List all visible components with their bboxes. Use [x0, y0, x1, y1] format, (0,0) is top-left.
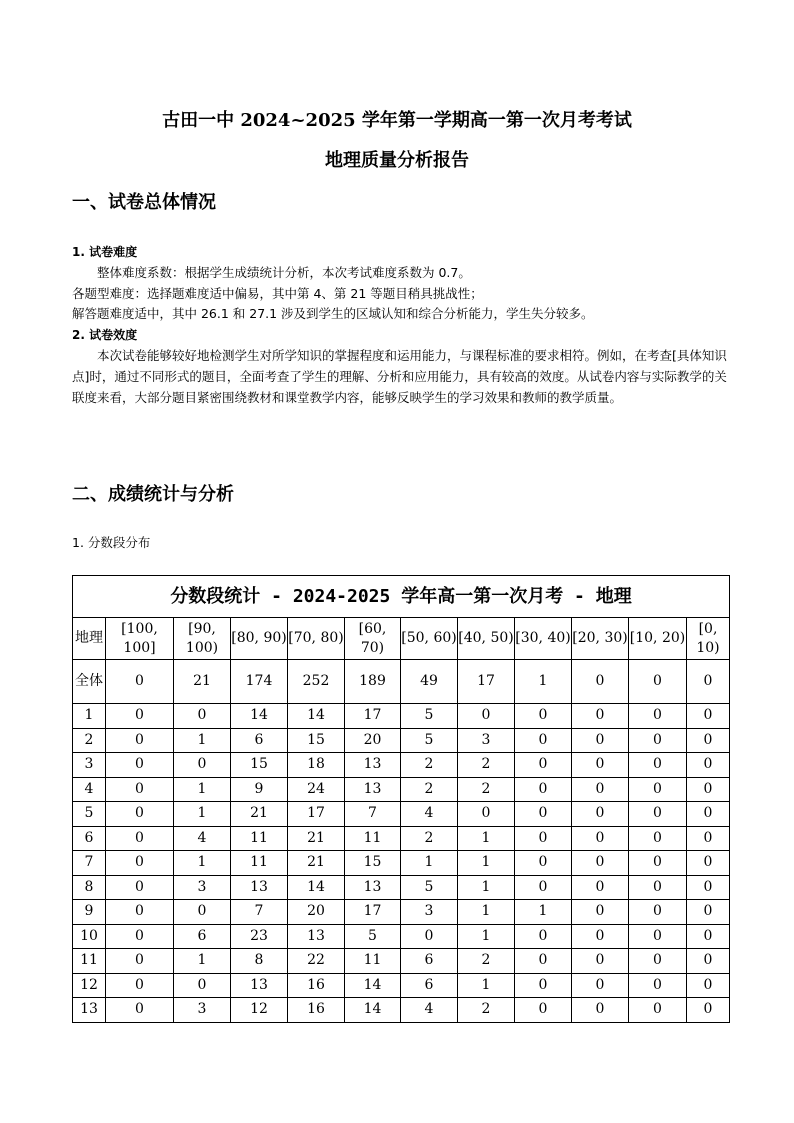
table-cell: 13 [231, 973, 288, 998]
table-cell: 0 [629, 660, 687, 704]
table-cell: 0 [629, 753, 687, 778]
row-label-cell: 5 [73, 802, 106, 827]
table-cell: 17 [345, 704, 401, 729]
table-cell: 13 [288, 924, 345, 949]
table-cell: 0 [572, 924, 629, 949]
table-cell: 2 [458, 753, 515, 778]
table-row [73, 728, 730, 753]
row-label-cell: 11 [73, 949, 106, 974]
table-cell: 0 [515, 998, 572, 1023]
table-cell: 4 [401, 998, 458, 1023]
row-label-cell: 1 [73, 704, 106, 729]
table-cell: 0 [572, 900, 629, 925]
score-distribution-table [72, 575, 730, 1023]
section2-heading: 二、成绩统计与分析 [72, 484, 234, 505]
table-cell: 5 [401, 875, 458, 900]
table-cell: 3 [174, 998, 231, 1023]
table-cell: 8 [231, 949, 288, 974]
table-cell: 0 [629, 949, 687, 974]
table-cell: 1 [174, 949, 231, 974]
section1-heading: 一、试卷总体情况 [72, 192, 216, 213]
table-cell: 1 [458, 826, 515, 851]
table-cell: 21 [288, 826, 345, 851]
table-cell: 0 [174, 753, 231, 778]
table-cell: [0, 10) [687, 618, 730, 660]
table-cell: 0 [515, 924, 572, 949]
table-cell: 1 [458, 875, 515, 900]
table-cell: 0 [629, 851, 687, 876]
table-cell: [50, 60) [401, 618, 458, 660]
table-cell: 11 [345, 949, 401, 974]
table-cell: [60, 70) [345, 618, 401, 660]
row-label-cell: 12 [73, 973, 106, 998]
table-cell: 2 [401, 753, 458, 778]
table-cell: 2 [401, 777, 458, 802]
table-cell: 5 [401, 704, 458, 729]
table-row [73, 973, 730, 998]
table-cell: 0 [515, 973, 572, 998]
table-cell: 0 [106, 728, 174, 753]
row-label-cell: 全体 [73, 660, 106, 704]
table-cell: 1 [174, 777, 231, 802]
table-cell: 0 [572, 728, 629, 753]
table-cell: 0 [687, 802, 730, 827]
table-cell: 21 [288, 851, 345, 876]
table-cell: 0 [572, 660, 629, 704]
table-cell: 0 [572, 851, 629, 876]
table-cell: 0 [629, 802, 687, 827]
table-cell: 5 [345, 924, 401, 949]
table-cell: 0 [687, 973, 730, 998]
table-cell: 0 [687, 875, 730, 900]
table-cell: 0 [106, 753, 174, 778]
table-cell: 1 [458, 973, 515, 998]
row-label-cell: 8 [73, 875, 106, 900]
table-cell: 0 [515, 949, 572, 974]
table-cell: [30, 40) [515, 618, 572, 660]
table-cell: 4 [401, 802, 458, 827]
table-cell: 14 [288, 875, 345, 900]
table-cell: 16 [288, 973, 345, 998]
table-cell: [90, 100) [174, 618, 231, 660]
table-cell: 11 [231, 851, 288, 876]
table-cell: 17 [288, 802, 345, 827]
table-cell: 0 [458, 802, 515, 827]
table-cell: 0 [515, 728, 572, 753]
table-cell: 7 [345, 802, 401, 827]
table-cell: [10, 20) [629, 618, 687, 660]
table-cell: 0 [572, 998, 629, 1023]
table-cell: 0 [515, 704, 572, 729]
table-cell: 189 [345, 660, 401, 704]
table-row [73, 900, 730, 925]
table-cell: 1 [174, 851, 231, 876]
table-cell: 0 [629, 777, 687, 802]
table-cell: 13 [345, 777, 401, 802]
difficulty-line: 各题型难度：选择题难度适中偏易，其中第 4、第 21 等题目稍具挑战性； [72, 285, 483, 301]
row-label-cell: 4 [73, 777, 106, 802]
table-cell: 22 [288, 949, 345, 974]
table-row [73, 802, 730, 827]
table-cell: 0 [629, 900, 687, 925]
table-cell: 13 [345, 875, 401, 900]
table-cell: 21 [174, 660, 231, 704]
table-cell: [80, 90) [231, 618, 288, 660]
table-cell: 1 [174, 728, 231, 753]
table-cell: 0 [174, 704, 231, 729]
table-cell: 0 [629, 704, 687, 729]
table-cell: 2 [458, 998, 515, 1023]
table-cell: 0 [687, 753, 730, 778]
table-cell: 20 [345, 728, 401, 753]
table-cell: 1 [515, 900, 572, 925]
row-label-cell: 13 [73, 998, 106, 1023]
table-cell: 1 [174, 802, 231, 827]
table-row [73, 949, 730, 974]
table-cell: 0 [515, 826, 572, 851]
row-label-cell: 10 [73, 924, 106, 949]
table-cell: 0 [174, 900, 231, 925]
table-row [73, 753, 730, 778]
table-cell: 9 [231, 777, 288, 802]
table-cell: 1 [458, 924, 515, 949]
table-cell: 15 [288, 728, 345, 753]
table-cell: 18 [288, 753, 345, 778]
table-cell: 24 [288, 777, 345, 802]
table-cell: 0 [106, 777, 174, 802]
row-label-cell: 2 [73, 728, 106, 753]
table-cell: 3 [174, 875, 231, 900]
table-cell: 0 [687, 777, 730, 802]
table-cell: 0 [572, 777, 629, 802]
score-distribution-label [72, 533, 732, 554]
table-cell: 3 [401, 900, 458, 925]
table-cell: 0 [106, 973, 174, 998]
table-cell: [100, 100] [106, 618, 174, 660]
table-cell: 14 [288, 704, 345, 729]
table-cell: 0 [106, 924, 174, 949]
table-cell: 1 [401, 851, 458, 876]
table-cell: 0 [572, 802, 629, 827]
report-title: 古田一中 2024~2025 学年第一学期高一第一次月考考试 [162, 110, 632, 131]
table-cell: 15 [345, 851, 401, 876]
score-distribution-label-text: 1. 分数段分布 [72, 535, 151, 550]
table-cell: 14 [345, 973, 401, 998]
table-cell: 0 [106, 998, 174, 1023]
table-cell: 0 [458, 704, 515, 729]
table-cell: 0 [106, 900, 174, 925]
table-cell: 0 [515, 777, 572, 802]
table-cell: 7 [231, 900, 288, 925]
table-header-row [73, 618, 730, 660]
table-cell: 0 [687, 660, 730, 704]
validity-text: 本次试卷能够较好地检测学生对所学知识的掌握程度和运用能力，与课程标准的要求相符。例如，在考查[具体知识点]时，通过不同形式的题目，全面考查了学生的理解、分析和应用能力，具有较高的效度。从试卷内容与实际教学的关联度来看，大部分题目紧密围绕教材和课堂教学内容，能够反映学生的学习效果和教师的教学质量。 [72, 347, 727, 405]
table-cell: 0 [572, 949, 629, 974]
table-cell: [70, 80) [288, 618, 345, 660]
table-cell: 0 [572, 704, 629, 729]
table-cell: 4 [174, 826, 231, 851]
table-cell: 0 [629, 728, 687, 753]
table-cell: 0 [687, 900, 730, 925]
row-label-cell: 3 [73, 753, 106, 778]
table-cell: 0 [687, 851, 730, 876]
table-cell: 0 [174, 973, 231, 998]
table-cell: 0 [572, 875, 629, 900]
table-cell: 174 [231, 660, 288, 704]
table-cell: 0 [515, 851, 572, 876]
table-cell: 1 [458, 900, 515, 925]
table-row [73, 777, 730, 802]
table-cell: 0 [572, 753, 629, 778]
table-cell: 0 [629, 826, 687, 851]
table-cell: 20 [288, 900, 345, 925]
table-cell: 0 [687, 728, 730, 753]
table-row [73, 875, 730, 900]
table-cell: 2 [458, 777, 515, 802]
table-cell: 13 [231, 875, 288, 900]
difficulty-label: 1. 试卷难度 [72, 245, 138, 259]
table-row [73, 826, 730, 851]
table-cell: 0 [515, 753, 572, 778]
table-cell: 0 [106, 875, 174, 900]
table-row [73, 704, 730, 729]
table-cell: 49 [401, 660, 458, 704]
row-label-cell: 9 [73, 900, 106, 925]
table-cell: 252 [288, 660, 345, 704]
table-row [73, 924, 730, 949]
table-cell: 0 [572, 826, 629, 851]
table-row [73, 998, 730, 1023]
table-cell: 0 [687, 704, 730, 729]
table-cell: 0 [687, 949, 730, 974]
table-row [73, 851, 730, 876]
table-cell: 0 [106, 704, 174, 729]
table-cell: 6 [401, 973, 458, 998]
table-cell: 0 [687, 826, 730, 851]
table-cell: 0 [106, 851, 174, 876]
table-cell: 1 [458, 851, 515, 876]
table-cell: 14 [231, 704, 288, 729]
table-cell: 14 [345, 998, 401, 1023]
table-cell: 6 [401, 949, 458, 974]
table-cell: 21 [231, 802, 288, 827]
table-cell: 0 [629, 875, 687, 900]
table-cell: 0 [687, 924, 730, 949]
table-cell: 0 [515, 802, 572, 827]
table-cell: 0 [401, 924, 458, 949]
table-cell: 0 [106, 949, 174, 974]
table-cell: 13 [345, 753, 401, 778]
section1-body [72, 242, 732, 408]
table-cell: 0 [629, 924, 687, 949]
table-cell: [40, 50) [458, 618, 515, 660]
table-cell: 17 [458, 660, 515, 704]
difficulty-line: 解答题难度适中，其中 26.1 和 27.1 涉及到学生的区域认知和综合分析能力，学生失分较多。 [72, 306, 594, 322]
table-cell: 0 [106, 660, 174, 704]
table-cell: 12 [231, 998, 288, 1023]
row-label-cell: 地理 [73, 618, 106, 660]
table-cell: 0 [515, 875, 572, 900]
table-cell: [20, 30) [572, 618, 629, 660]
table-cell: 15 [231, 753, 288, 778]
table-cell: 0 [629, 973, 687, 998]
table-cell: 3 [458, 728, 515, 753]
table-cell: 0 [106, 826, 174, 851]
table-cell: 23 [231, 924, 288, 949]
validity-label: 2. 试卷效度 [72, 328, 138, 343]
table-cell: 16 [288, 998, 345, 1023]
table-cell: 0 [629, 998, 687, 1023]
table-cell: 5 [401, 728, 458, 753]
difficulty-line: 整体难度系数：根据学生成绩统计分析，本次考试难度系数为 0.7。 [97, 264, 471, 280]
table-cell: 17 [345, 900, 401, 925]
table-cell: 6 [174, 924, 231, 949]
table-cell: 6 [231, 728, 288, 753]
table-cell: 11 [345, 826, 401, 851]
table-cell: 0 [106, 802, 174, 827]
table-cell: 0 [572, 973, 629, 998]
table-cell: 2 [401, 826, 458, 851]
table-title: 分数段统计 - 2024-2025 学年高一第一次月考 - 地理 [73, 576, 730, 618]
row-label-cell: 7 [73, 851, 106, 876]
row-label-cell: 6 [73, 826, 106, 851]
table-cell: 0 [687, 998, 730, 1023]
table-cell: 2 [458, 949, 515, 974]
table-cell: 11 [231, 826, 288, 851]
report-subtitle: 地理质量分析报告 [325, 150, 469, 171]
table-cell: 1 [515, 660, 572, 704]
table-row-total [73, 660, 730, 704]
